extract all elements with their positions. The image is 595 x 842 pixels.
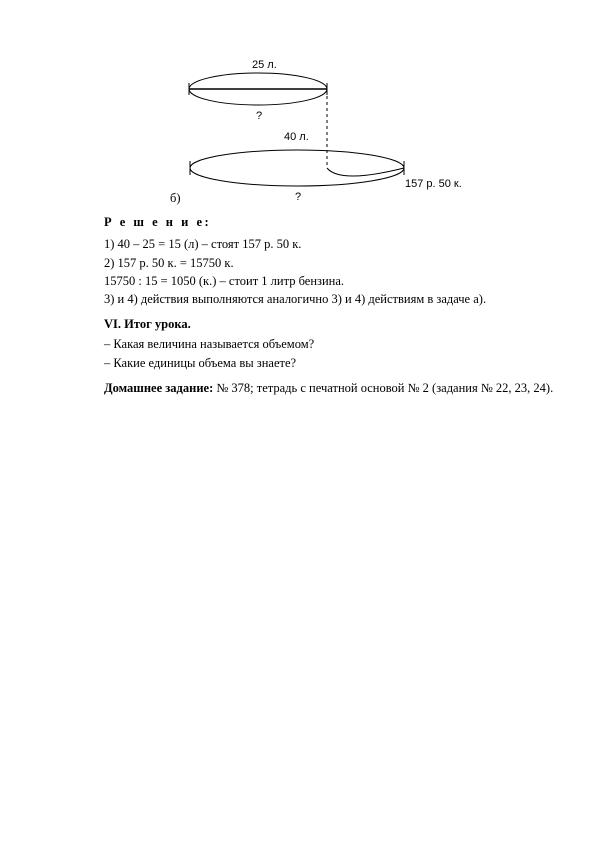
bottom-segment-label: 40 л.	[284, 131, 309, 143]
homework-label: Домашнее задание:	[104, 381, 214, 395]
solution-step-4: 3) и 4) действия выполняются аналогично 3) и 4) действиям в задаче а).	[104, 292, 487, 306]
top-unknown-label: ?	[256, 110, 263, 122]
homework-paragraph	[86, 379, 554, 397]
solution-heading: Р е ш е н и е:	[104, 215, 212, 229]
segment-diagram	[0, 0, 595, 215]
part-b-label: б)	[170, 191, 181, 205]
solution-step-1: 1) 40 – 25 = 15 (л) – стоят 157 р. 50 к.	[104, 237, 302, 251]
top-segment-label: 25 л.	[252, 59, 277, 71]
bottom-brace-arc	[190, 150, 404, 186]
summary-heading: VI. Итог урока.	[104, 317, 191, 331]
summary-question-2: – Какие единицы объема вы знаете?	[104, 356, 297, 370]
bottom-cost-label: 157 р. 50 к.	[405, 178, 462, 190]
bottom-part-arc	[327, 168, 404, 176]
summary-question-1: – Какая величина называется объемом?	[104, 337, 315, 351]
homework-text: № 378; тетрадь с печатной основой № 2 (задания № 22, 23, 24).	[213, 381, 554, 395]
solution-step-2: 2) 157 р. 50 к. = 15750 к.	[104, 256, 234, 270]
bottom-unknown-label: ?	[295, 191, 302, 203]
solution-step-3: 15750 : 15 = 1050 (к.) – стоит 1 литр бензина.	[104, 274, 345, 288]
